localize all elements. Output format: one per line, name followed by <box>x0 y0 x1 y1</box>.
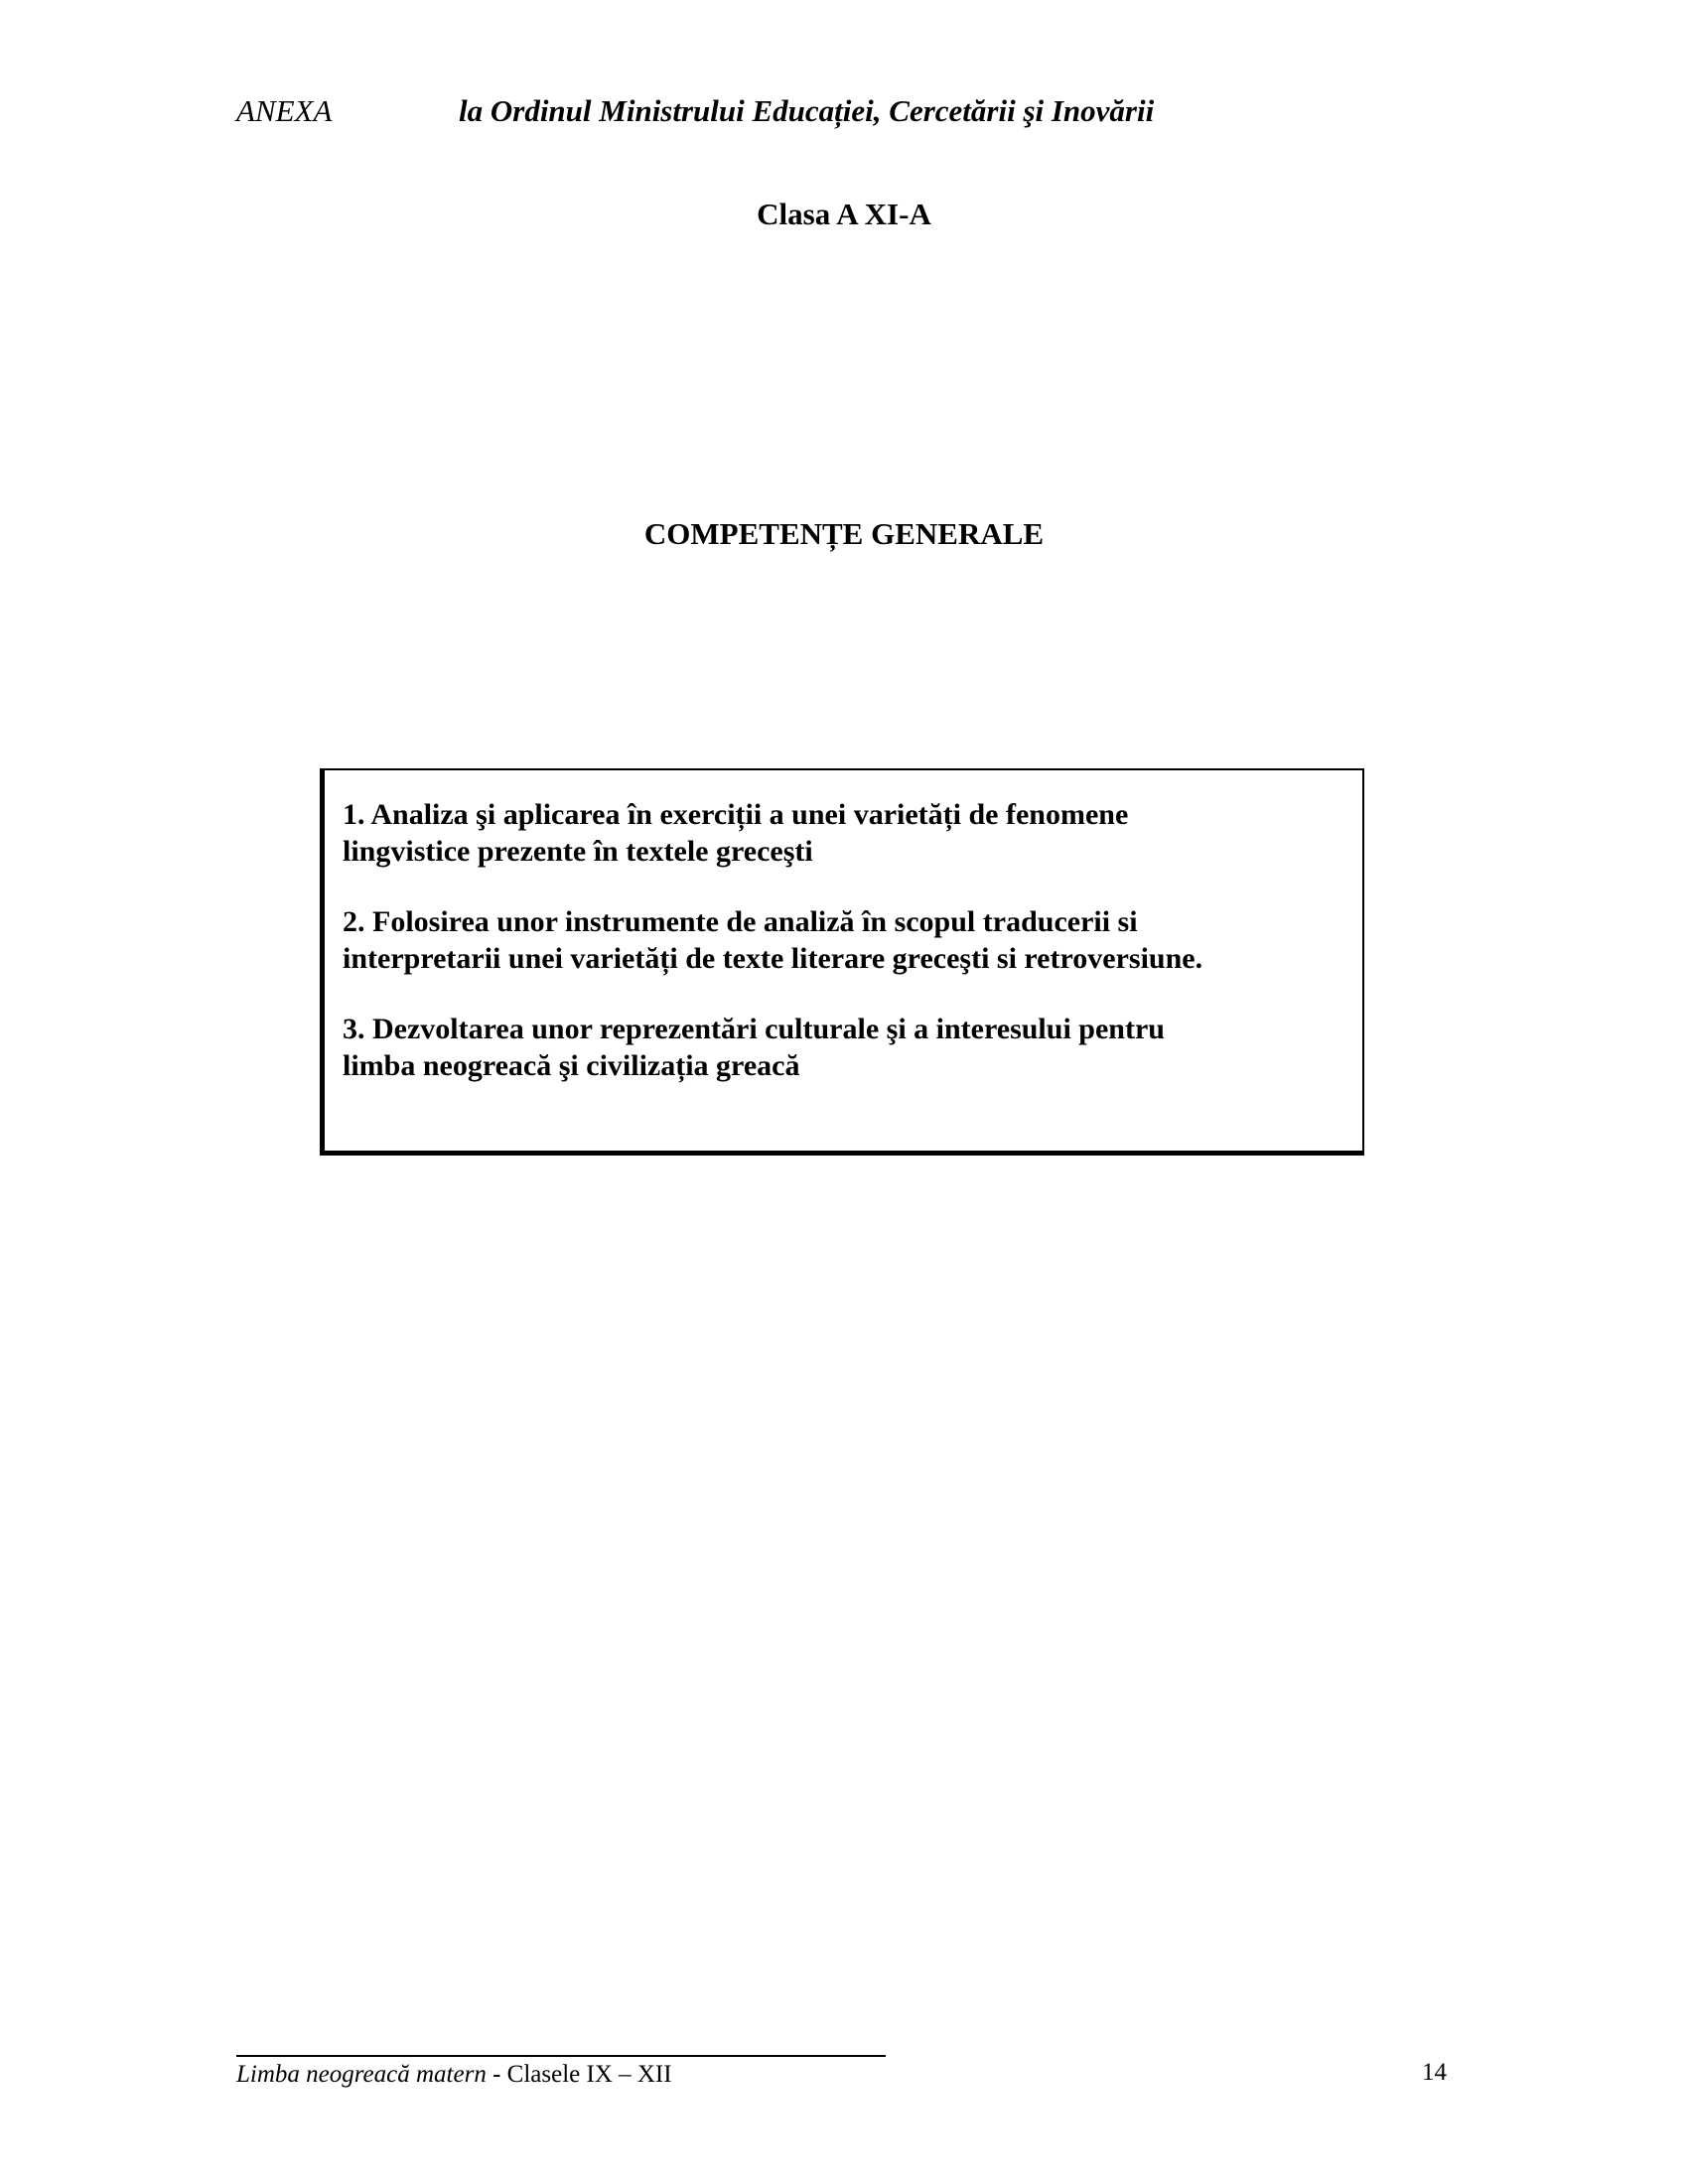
footer-divider <box>236 2055 886 2057</box>
competence-line: limba neogreacă şi civilizația greacă <box>343 1049 800 1082</box>
competence-line: 3. Dezvoltarea unor reprezentări culturale şi a interesului pentru <box>343 1013 1165 1045</box>
class-title: Clasa A XI-A <box>757 197 931 231</box>
competence-line: interpretarii unei varietăți de texte literare greceşti si retroversiune. <box>343 942 1203 975</box>
section-title: COMPETENȚE GENERALE <box>643 516 1045 551</box>
footer-document-title <box>236 2061 672 2089</box>
header-order-reference: la Ordinul Ministrului Educației, Cercetării şi Inovării <box>459 93 1155 128</box>
competence-item <box>343 1011 1355 1084</box>
competences-box <box>320 768 1364 1156</box>
page-number: 14 <box>1422 2059 1447 2086</box>
footer-title-italic: Limba neogreacă matern <box>236 2061 487 2088</box>
competence-line: 1. Analiza şi aplicarea în exerciții a unei varietăți de fenomene <box>343 798 1129 831</box>
competence-item <box>343 903 1355 977</box>
competence-line: 2. Folosirea unor instrumente de analiză în scopul traducerii si <box>343 905 1138 938</box>
header-annex-label: ANEXA <box>236 93 333 128</box>
footer-title-classes: - Clasele IX – XII <box>486 2061 672 2088</box>
competence-item <box>343 796 1355 870</box>
competence-line: lingvistice prezente în textele greceşti <box>343 835 813 868</box>
